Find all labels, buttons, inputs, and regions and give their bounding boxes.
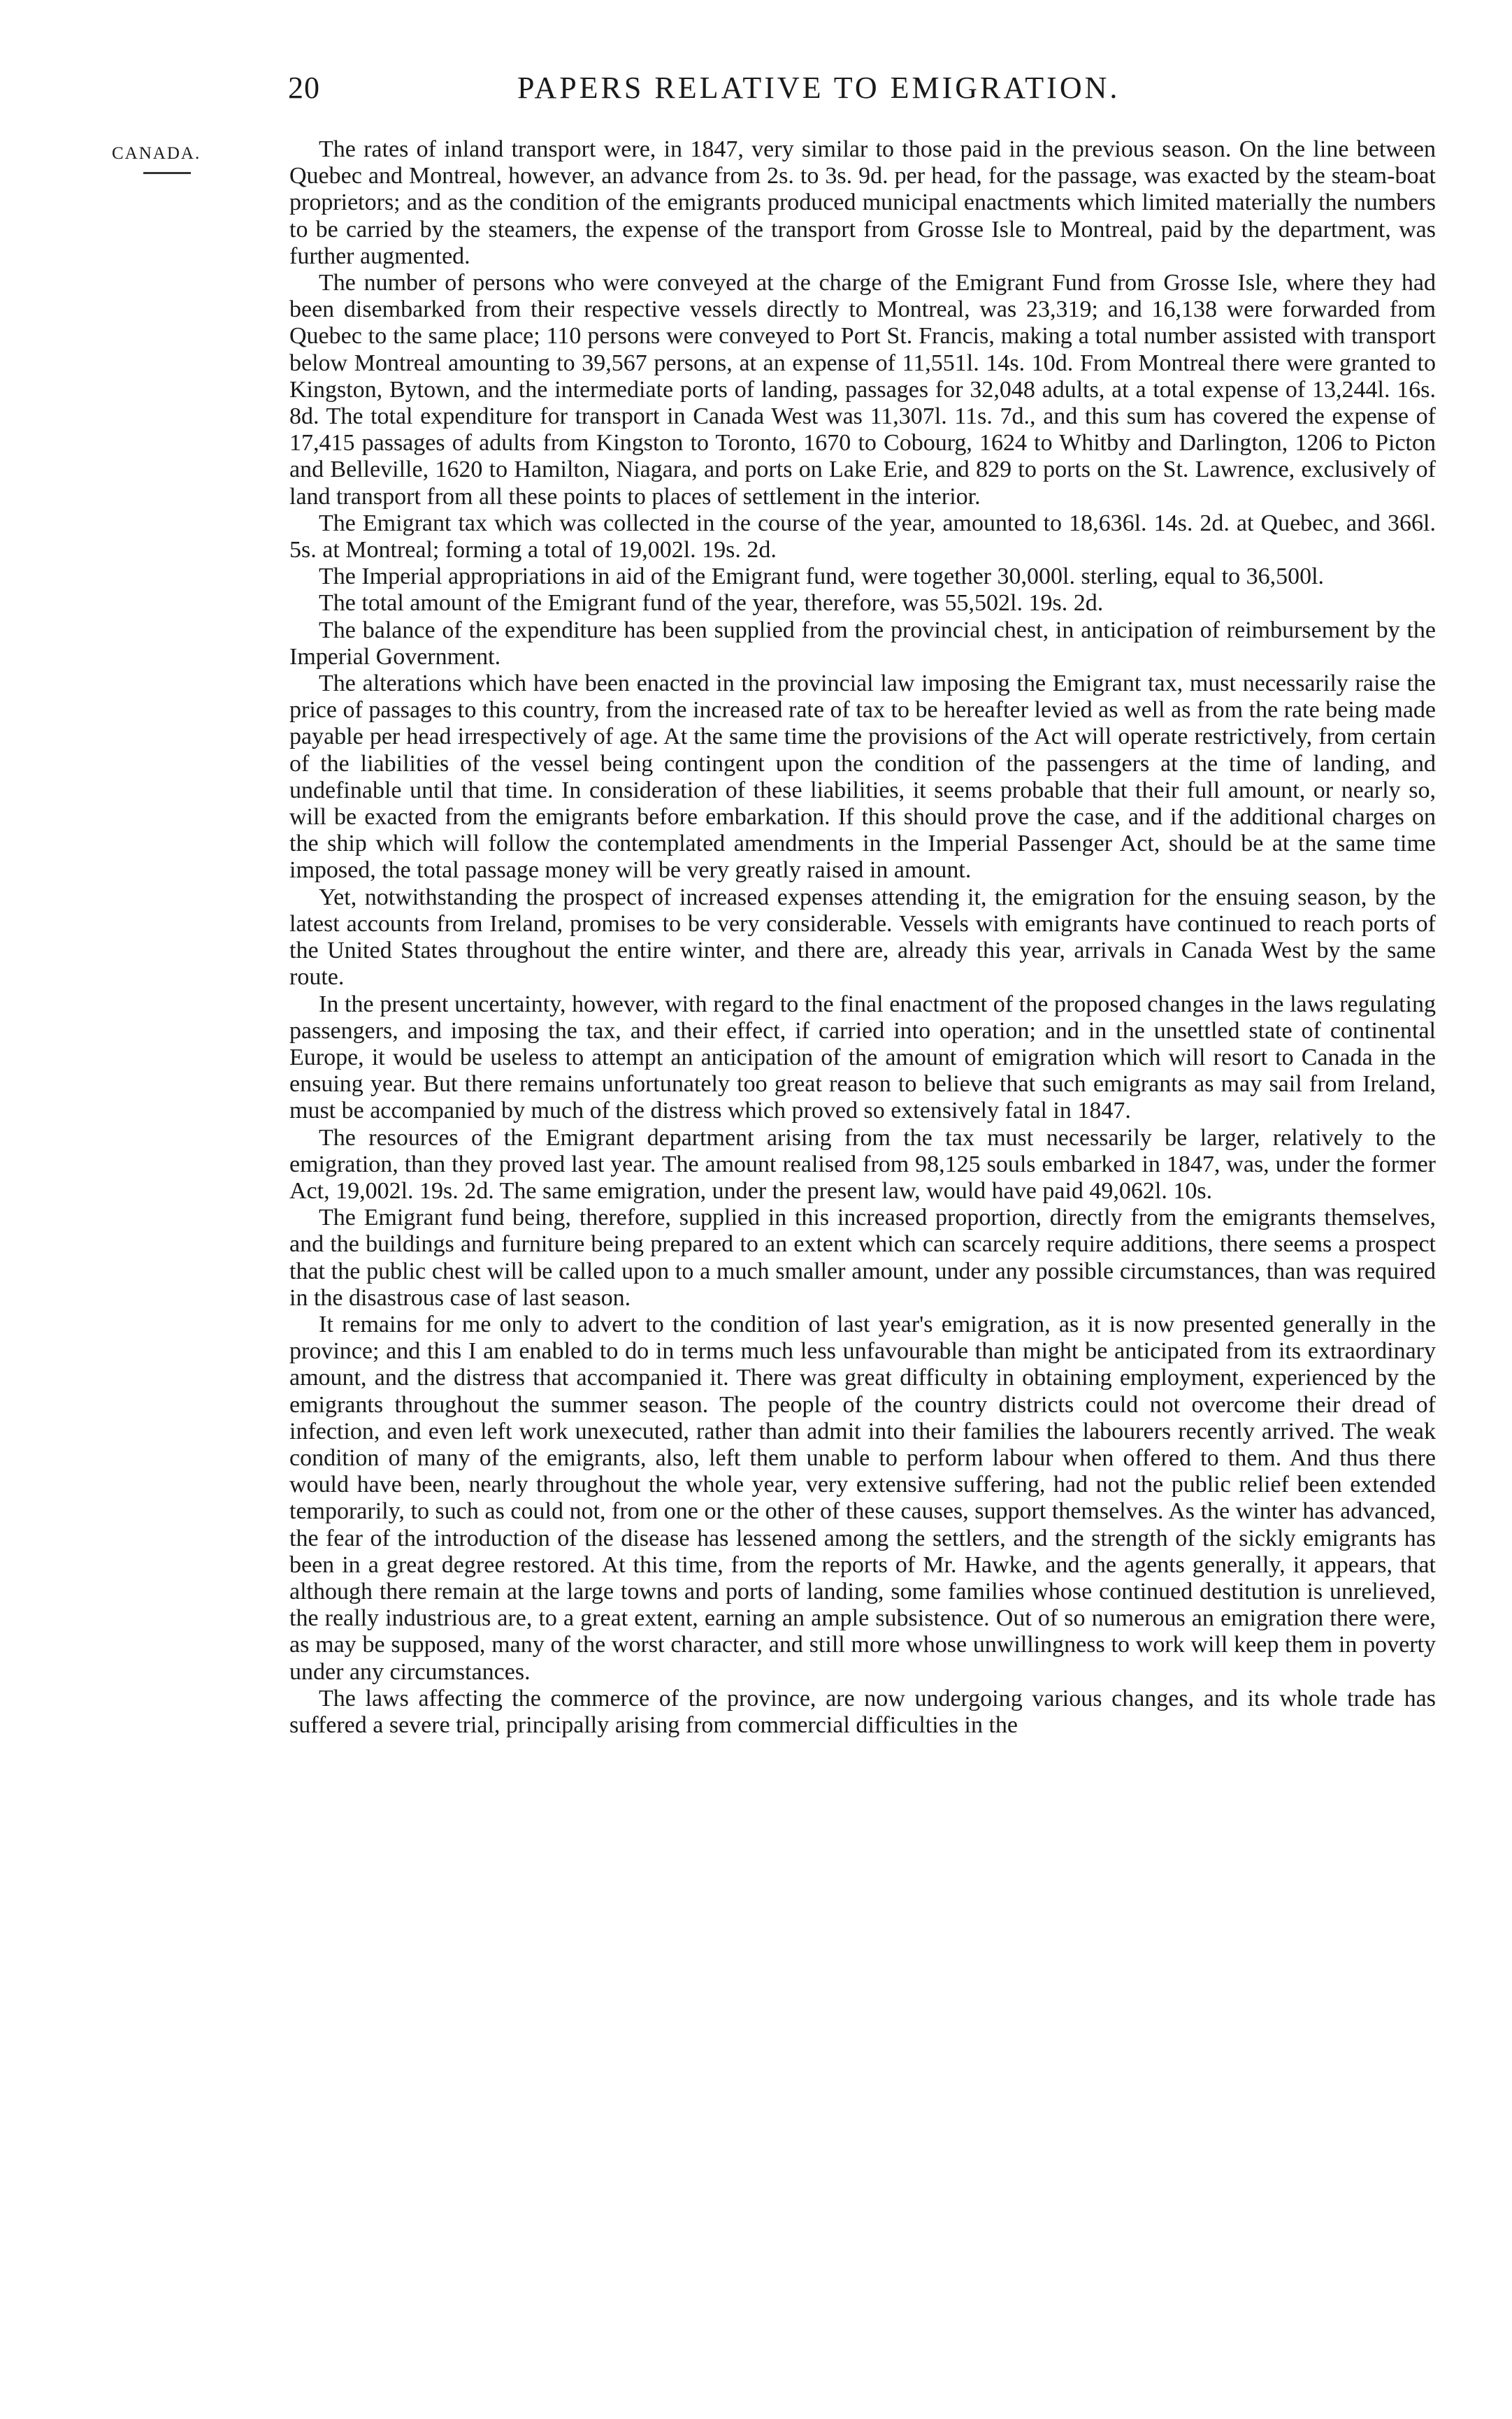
- paragraph: Yet, notwithstanding the prospect of increased expenses attending it, the emigration for the ensuing season, by the latest accounts from Ireland, promises to be very considerable. Vessels with emigrants have continued to reach ports of the United States throughout the entire winter, and there are, already this year, arrivals in Canada West by the same route.: [289, 884, 1436, 991]
- paragraph: The Emigrant tax which was collected in the course of the year, amounted to 18,636l. 14s. 2d. at Quebec, and 366l. 5s. at Montreal; forming a total of 19,002l. 19s. 2d.: [289, 510, 1436, 564]
- page-number: 20: [288, 71, 320, 105]
- paragraph: The total amount of the Emigrant fund of the year, therefore, was 55,502l. 19s. 2d.: [319, 590, 1104, 617]
- paragraph: The laws affecting the commerce of the province, are now undergoing various changes, and its whole trade has suffered a severe trial, principally arising from commercial difficulties in the: [289, 1685, 1436, 1738]
- body-text: [289, 136, 1436, 1739]
- paragraph: The resources of the Emigrant department arising from the tax must necessarily be larger, relatively to the emigration, than they proved last year. The amount realised from 98,125 souls embarked in 1847, was, under the former Act, 19,002l. 19s. 2d. The same emigration, under the present law, would have paid 49,062l. 10s.: [289, 1124, 1436, 1204]
- paragraph: In the present uncertainty, however, with regard to the final enactment of the proposed changes in the laws regulating passengers, and imposing the tax, and their effect, if carried into operation; and in the unsettled state of continental Europe, it would be useless to attempt an anticipation of the amount of emigration which will resort to Canada in the ensuing year. But there remains unfortunately too great reason to believe that such emigrants as may sail from Ireland, must be accompanied by much of the distress which proved so extensively fatal in 1847.: [289, 991, 1436, 1124]
- paragraph: The alterations which have been enacted in the provincial law imposing the Emigrant tax, must necessarily raise the price of passages to this country, from the increased rate of tax to be hereafter levied as well as from the rate being made payable per head irrespectively of age. At the same time the provisions of the Act will operate restrictively, from certain of the liabilities of the vessel being contingent upon the condition of the passengers at the time of landing, and undefinable until that time. In consideration of these liabilities, it seems probable that their full amount, or nearly so, will be exacted from the emigrants before embarkation. If this should prove the case, and if the additional charges on the ship which will follow the contemplated amendments in the Imperial Passenger Act, should be at the same time imposed, the total passage money will be very greatly raised in amount.: [289, 670, 1436, 884]
- margin-note: CANADA.: [112, 144, 201, 163]
- paragraph: The balance of the expenditure has been supplied from the provincial chest, in anticipation of reimbursement by the Imperial Government.: [289, 617, 1436, 670]
- paragraph: The rates of inland transport were, in 1847, very similar to those paid in the previous season. On the line between Quebec and Montreal, however, an advance from 2s. to 3s. 9d. per head, for the passage, was exacted by the steam-boat proprietors; and as the condition of the emigrants produced municipal enactments which limited materially the numbers to be carried by the steamers, the expense of the transport from Grosse Isle to Montreal, paid by the department, was further augmented.: [289, 136, 1436, 269]
- margin-rule: [143, 172, 191, 174]
- paragraph: The number of persons who were conveyed at the charge of the Emigrant Fund from Grosse Isle, where they had been disembarked from their respective vessels directly to Montreal, was 23,319; and 16,138 were forwarded from Quebec to the same place; 110 persons were conveyed to Port St. Francis, making a total number assisted with transport below Montreal amounting to 39,567 persons, at an expense of 11,551l. 14s. 10d. From Montreal there were granted to Kingston, Bytown, and the intermediate ports of landing, passages for 32,048 adults, at a total expense of 13,244l. 16s. 8d. The total expenditure for transport in Canada West was 11,307l. 11s. 7d., and this sum has covered the expense of 17,415 passages of adults from Kingston to Toronto, 1670 to Cobourg, 1624 to Whitby and Darlington, 1206 to Picton and Belleville, 1620 to Hamilton, Niagara, and ports on Lake Erie, and 829 to ports on the St. Lawrence, exclusively of land transport from all these points to places of settlement in the interior.: [289, 270, 1436, 510]
- paragraph: The Imperial appropriations in aid of the Emigrant fund, were together 30,000l. sterling, equal to 36,500l.: [319, 564, 1325, 590]
- running-head: PAPERS RELATIVE TO EMIGRATION.: [517, 71, 1121, 105]
- paragraph: It remains for me only to advert to the condition of last year's emigration, as it is now presented generally in the province; and this I am enabled to do in terms much less unfavourable than might be anticipated from its extraordinary amount, and the distress that accompanied it. There was great difficulty in obtaining employment, experienced by the emigrants throughout the summer season. The people of the country districts could not overcome their dread of infection, and even left work unexecuted, rather than admit into their families the labourers recently arrived. The weak condition of many of the emigrants, also, left them unable to perform labour when offered to them. And thus there would have been, nearly throughout the whole year, very extensive suffering, had not the public relief been extended temporarily, to such as could not, from one or the other of these causes, support themselves. As the winter has advanced, the fear of the introduction of the disease has lessened among the settlers, and the strength of the sickly emigrants has been in a great degree restored. At this time, from the reports of Mr. Hawke, and the agents generally, it appears, that although there remain at the large towns and ports of landing, some families whose continued destitution is unrelieved, the really industrious are, to a great extent, earning an ample subsistence. Out of so numerous an emigration there were, as may be supposed, many of the worst character, and still more whose unwillingness to work will keep them in poverty under any circumstances.: [289, 1311, 1436, 1685]
- paragraph: The Emigrant fund being, therefore, supplied in this increased proportion, directly from the emigrants themselves, and the buildings and furniture being prepared to an extent which can scarcely require additions, there seems a prospect that the public chest will be called upon to a much smaller amount, under any possible circumstances, than was required in the disastrous case of last season.: [289, 1205, 1436, 1311]
